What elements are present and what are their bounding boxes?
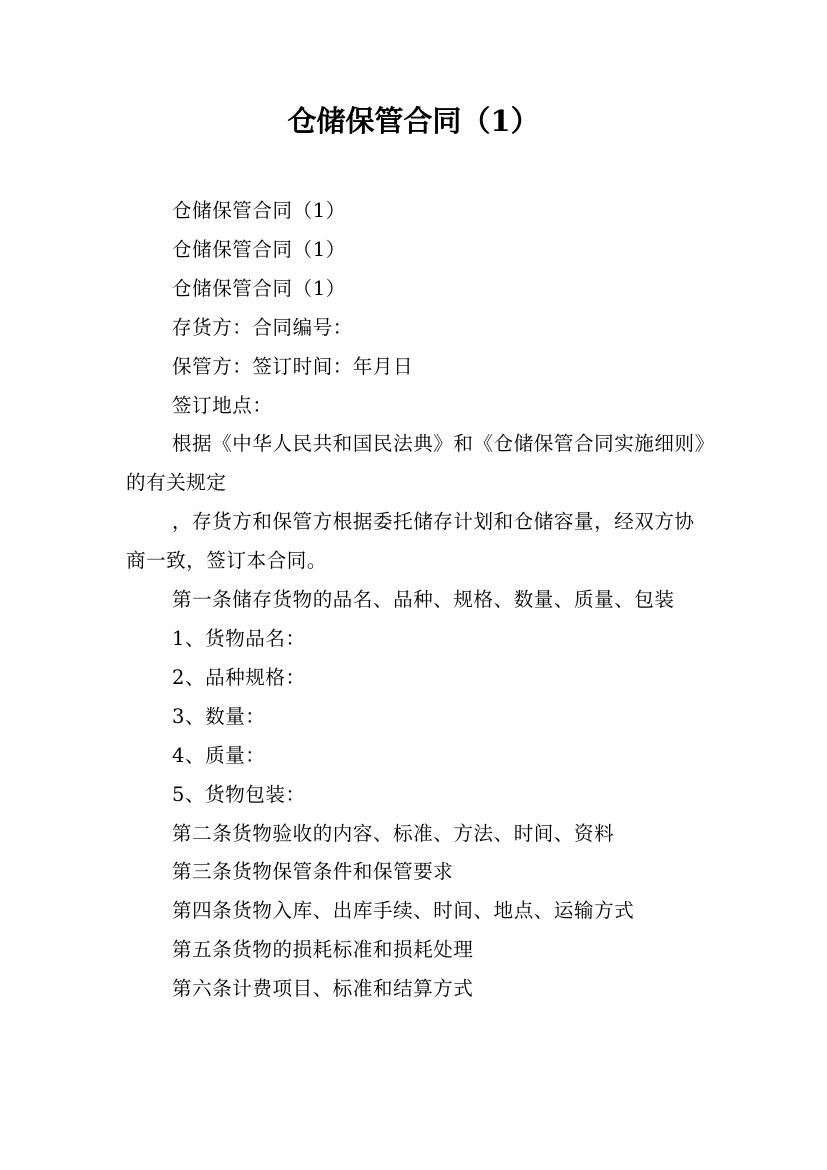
paragraph-article-6: 第六条计费项目、标准和结算方式 [172, 977, 474, 1001]
paragraph-article-1: 第一条储存货物的品名、品种、规格、数量、质量、包装 [172, 588, 675, 612]
paragraph-article-4: 第四条货物入库、出库手续、时间、地点、运输方式 [172, 899, 635, 923]
paragraph-article-3: 第三条货物保管条件和保管要求 [172, 860, 454, 884]
paragraph-legal-basis: 根据《中华人民共和国民法典》和《仓储保管合同实施细则》的有关规定 [126, 432, 705, 495]
paragraph-article-2: 第二条货物验收的内容、标准、方法、时间、资料 [172, 821, 615, 845]
paragraph-item-5: 5、货物包装： [172, 782, 306, 806]
paragraph-item-3: 3、数量： [172, 704, 266, 728]
paragraph-title-repeat-3: 仓储保管合同（1） [172, 276, 346, 300]
paragraph-item-2: 2、品种规格： [172, 665, 306, 689]
document-title: 仓储保管合同（1） [287, 104, 540, 138]
paragraph-depositor: 存货方：合同编号： [172, 315, 353, 339]
paragraph-title-repeat-2: 仓储保管合同（1） [172, 237, 346, 261]
paragraph-signing-place: 签订地点： [172, 393, 273, 417]
paragraph-article-5: 第五条货物的损耗标准和损耗处理 [172, 938, 474, 962]
document-body [126, 192, 706, 1009]
paragraph-item-1: 1、货物品名： [172, 626, 306, 650]
paragraph-agreement: ，存货方和保管方根据委托储存计划和仓储容量，经双方协商一致，签订本合同。 [126, 510, 695, 573]
paragraph-item-4: 4、质量： [172, 743, 266, 767]
paragraph-title-repeat-1: 仓储保管合同（1） [172, 199, 346, 222]
paragraph-custodian: 保管方：签订时间：年月日 [172, 354, 414, 378]
